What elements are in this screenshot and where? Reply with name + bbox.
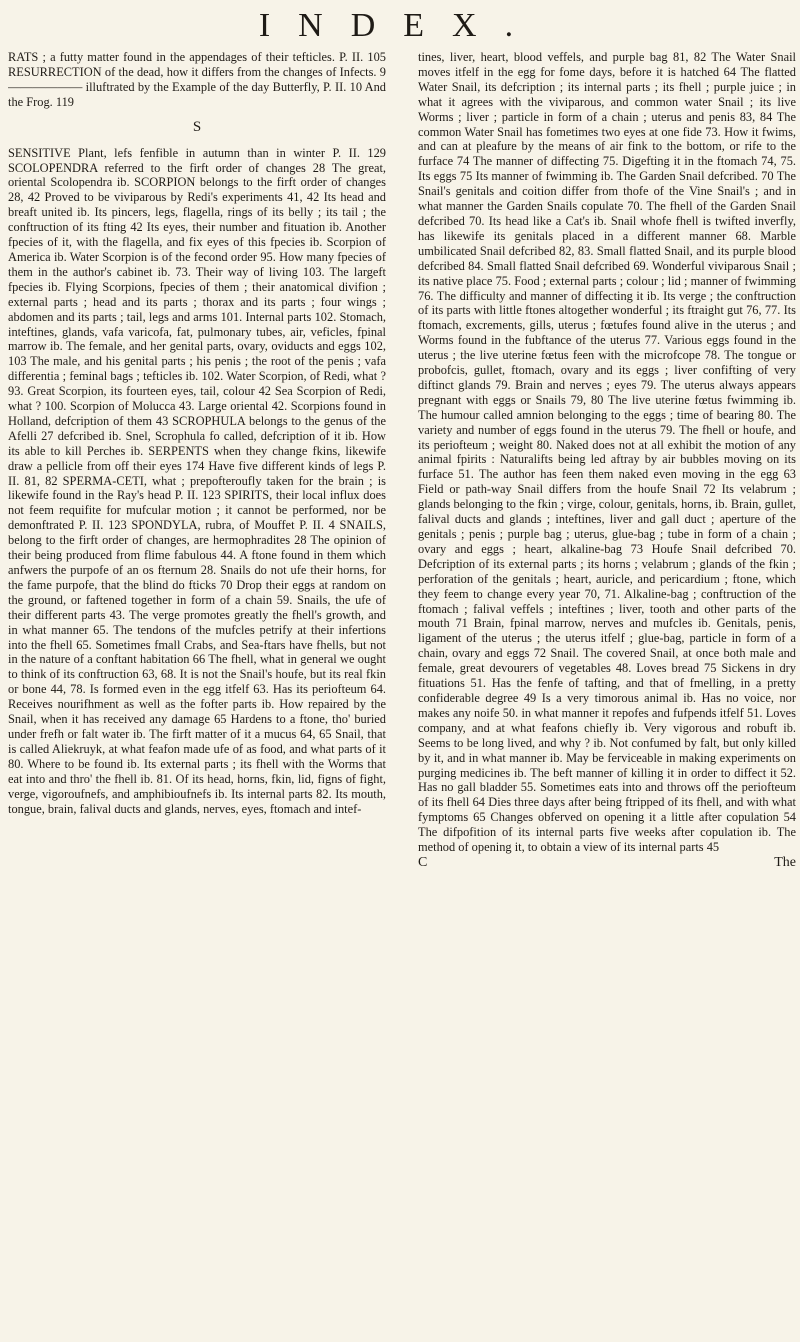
section-letter-s: S <box>192 118 202 135</box>
page-header: INDEX. <box>258 7 542 44</box>
page-footer <box>418 855 796 871</box>
left-column <box>8 50 386 1330</box>
index-entries-s: SENSITIVE Plant, lefs fenfible in autumn than in winter P. II. 129 SCOLOPENDRA referred to the firft order of changes 28 The great, oriental Scolopendra ib. SCORPION belongs to the firft order of changes 28, 42 Proved to be viviparous by Redi's experiments 41, 42 Its head and breaft united ib. Its pincers, legs, flagella, rings of its belly ; its tail ; the conftruction of its fting 42 Its eyes, their number and fituation ib. Another fpecies of it, with the flagella, and fix eyes of this fpecies ib. Scorpion of America ib. Water Scorpion is of the fecond order 95. How many fpecies of them in the author's cabinet ib. 73. Their way of living 103. The largeft fpecies ib. Flying Scorpions, fpecies of them ; their anatomical divifion ; external parts ; head and its parts ; thorax and its parts ; four wings ; abdomen and its parts ; tail, legs and arms 101. Internal parts 102. Stomach, inteftines, glands, vafa varicofa, fat, pulmonary tubes, air, veficles, fpinal marrow ib. The female, and her genital parts, ovary, oviducts and eggs 102, 103 The male, and his genital parts ; his penis ; the root of the penis ; vafa differentia ; feminal bags ; tefticles ib. 102. Water Scorpion, of Redi, what ? 93. Great Scorpion, its fourteen eyes, tail, colour 42 Sea Scorpion of Redi, what ? 100. Scorpion of Molucca 43. Large oriental 42. Scorpions found in Holland, defcription of them 43 SCROPHULA belongs to the genus of the Afelli 27 defcribed ib. Snel, Scrophula fo called, defcription of it ib. How its able to kill Perches ib. SERPENTS when they change fkins, likewife draw a pellicle from off their eyes 174 Have five different kinds of legs P. II. 81, 82 SPERMA-CETI, what ; prepofteroufly taken for the brain ; is likewife found in the Ray's head P. II. 123 SPIRITS, their local influx does not feem requifite for mufcular motion ; it cannot be performed, nor be demonftrated P. II. 123 SPONDYLA, rubra, of Mouffet P. II. 4 SNAILS, belong to the firft order of changes, are hermophradites 28 The opinion of their being produced from flime fabulous 44. A ftone found in them which anfwers the purpofe of an os fternum 28. Snails do not ufe their horns, for the fame purpofe, that the blind do fticks 70 Drop their eggs at random on the ground, or faftened together in form of a chain 59. Snails, the ufe of their different parts 43. The verge promotes greatly the fhell's growth, and in what manner 65. The tendons of the mufcles petrify at their infertions into the fhell 65. Sometimes fmall Crabs, and Sea-ftars have fhells, but not in the nature of a conftant habitation 66 The fhell, what in general we ought to think of its conftruction 63, 68. It is not the Snail's houfe, but its real fkin or bone 44, 78. Is formed even in the egg itfelf 63. Has its periofteum 64. Receives nourifhment as well as the fofter parts ib. How repaired by the Snail, when it has received any damage 65 Hardens to a ftone, tho' buried under frefh or falt water ib. The firft matter of it a mucus 64, 65 Snail, that is called Aliekruyk, at what feafon made ufe of as food, and what parts of it 80. Where to be found ib. Its external parts ; its fhell with the Worms that eat into and thro' the fhell ib. 81. Of its head, horns, fkin, lid, figns of fight, verge, vigoroufnefs, and amphibioufnefs ib. Its internal parts 82. Its mouth, tongue, brain, falival ducts and glands, nerves, eyes, ftomach and intef- <box>8 145 386 816</box>
index-entries-s-continued: tines, liver, heart, blood veffels, and purple bag 81, 82 The Water Snail moves itfelf in the egg for fome days, before it is hatched 64 The flatted Water Snail, its defcription ; its internal parts ; its fhell ; purple juice ; in what it agrees with the viviparous, and common water Snail ; its live Worms ; liver ; particle in form of a chain ; uterus and penis 83, 84 The common Water Snail has fometimes two eyes at one fide 73. How it fwims, and can at pleafure by the means of air fink to the bottom, or rife to the furface 74 The manner of diffecting 75. Digefting it in the ftomach 74, 75. Its eggs 75 Its manner of fwimming ib. The Garden Snail defcribed. 70 The Snail's genitals and coition differ from thofe of the Vine Snail's ; and in what manner the Garden Snails copulate 70. The fhell of the Garden Snail defcribed 70. Its head like a Cat's ib. Snail whofe fhell is twifted inverfly, has likewife its genitals placed in a different manner 68. Marble umbilicated Snail defcribed 82, 83. Small flatted Snail, and its purple blood defcribed 84. Small flatted Snail defcribed 69. Wonderful viviparous Snail ; its native place 75. Food ; external parts ; colour ; lid ; manner of fwimming 76. The difficulty and manner of diffecting it ib. Its verge ; the conftruction of its parts with little ftones altogether wonderful ; its ftraight gut 76, 77. Its ftomach, excrements, gills, uterus ; fœtufes found alive in the uterus ; and Worms found in the fubftance of the uterus 77. Various eggs found in the uterus ; the live uterine fœtus feen with the microfcope 78. The tongue or probofcis, gullet, ftomach, ovary and its eggs ; liver confifting of very diftinct glands 79. Brain and nerves ; eyes 79. The uterus always appears pregnant with eggs or Snails 79, 80 The live uterine fœtus fwimming ib. The humour called amnion belonging to the eggs ; time of bearing 80. The variety and number of eggs found in the uterus 79. The fhell or houfe, and its periofteum ; weight 80. Naked does not at all exhibit the motion of any animal fpirits : Naturalifts being led aftray by air bubbles moving on its furface 51. The author has feen them naked even moving in the egg 63 Field or path-way Snail differs from the houfe Snail 72 Its velabrum ; glands belonging to the fkin ; virge, colour, genitals, horns, ib. Brain, gullet, falival ducts and glands ; inteftines, liver and gall duct ; aperture of the genitals ; penis ; purple bag ; uterus, glue-bag ; tube in form of a chain ; ovary and eggs ; heart, alkaline-bag 73 Houfe Snail defcribed 70. Defcription of its external parts ; its horns ; velabrum ; glands of the fkin ; perforation of the genitals ; heart, auricle, and pericardium ; ftone, which they feem to change every year 70, 71. Alkaline-bag ; conftruction of the ftomach ; falival veffels ; inteftines ; liver, tooth and other parts of the mouth 71 Brain, fpinal marrow, nerves and mufcles ib. Genitals, penis, ligament of the uterus ; the uterus itfelf ; glue-bag, particle in form of a chain, ovary and eggs 72 Snail. The covered Snail, at once both male and female, great devourers of vegetables 48. Loves bread 75 Sickens in dry fituations 51. Has the fenfe of tafting, and that of fmelling, in a pretty confiderable degree 49 Is a very timorous animal ib. Has no voice, nor makes any noife 50. in what manner it repofes and fufpends itfelf 51. Loves company, and at what feafons chiefly ib. Very vigorous and robuft ib. Seems to be long lived, and why ? ib. Not confumed by falt, but only killed by it, and in what manner ib. May be ferviceable in making experiments on purging medicines ib. The beft manner of killing it in order to diffect it 52. Has no gall bladder 55. Sometimes eats into and throws off the periofteum of its fhell 64 Dies three days after being ftripped of its fhell, and with what fymptoms 65 Changes obferved on opening it a little after copulation 54 The difpofition of its internal parts five weeks after copulation ib. The method of opening it, to obtain a view of its internal parts 45 <box>418 50 796 855</box>
signature-mark: C <box>418 854 428 870</box>
catchword: The <box>774 854 796 870</box>
right-column <box>418 50 796 1330</box>
index-entries-r: RATS ; a futty matter found in the appendages of their tefticles. P. II. 105 RESURRECTION of the dead, how it differs from the changes of Infects. 9 —————— illuftrated by the Example of the day Butterfly, P. II. 10 And the Frog. 119 <box>8 50 386 109</box>
